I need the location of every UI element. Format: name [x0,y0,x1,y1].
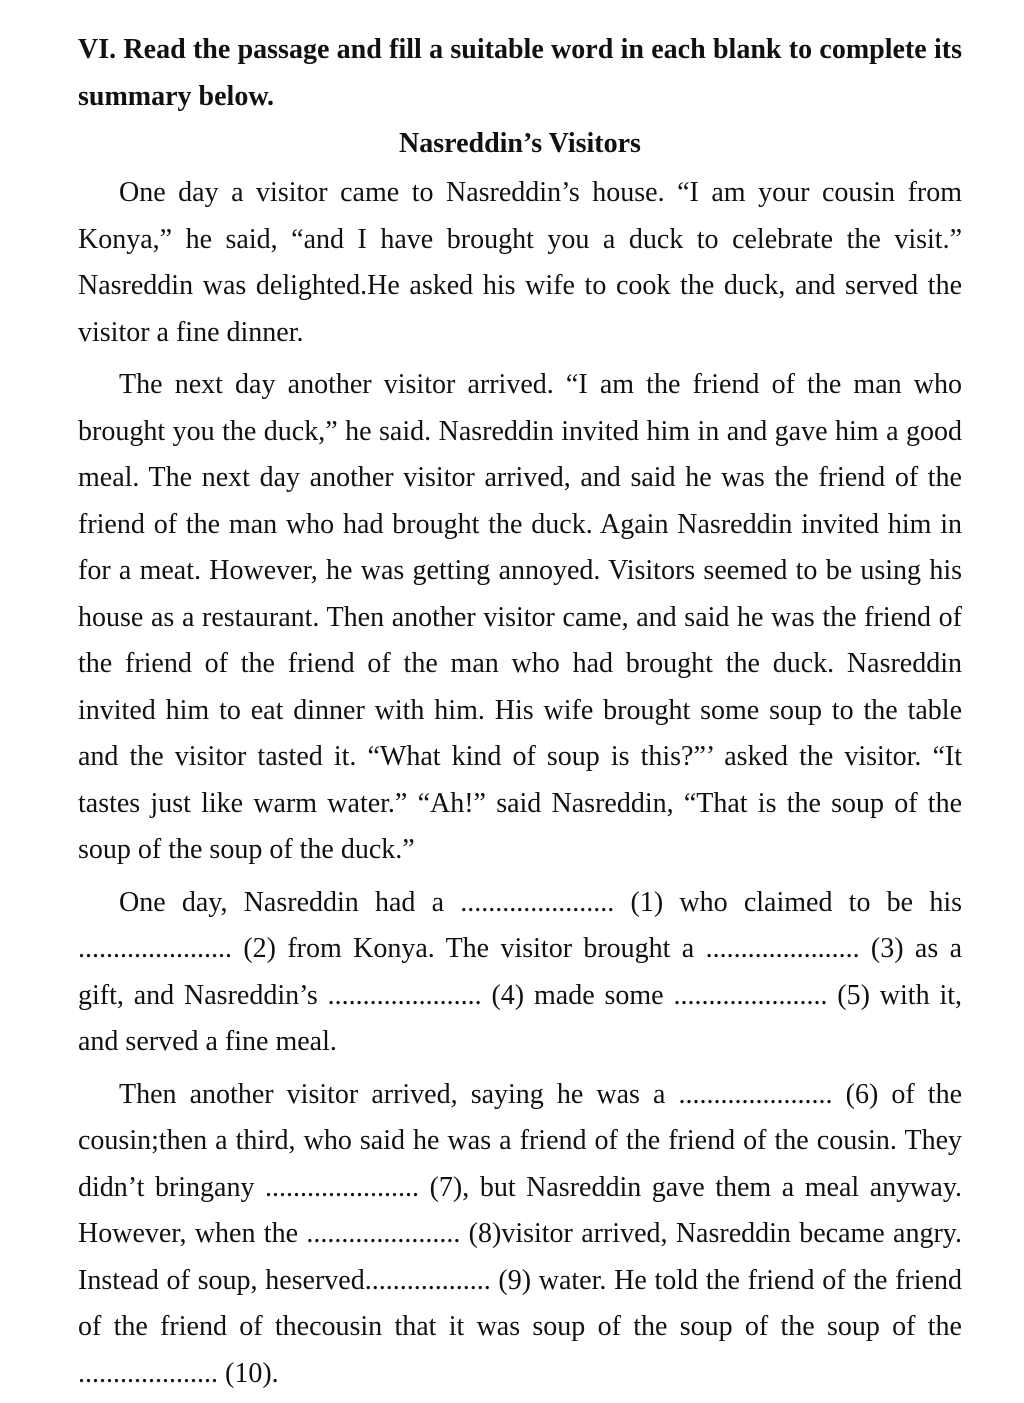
passage-paragraph-2: The next day another visitor arrived. “I am the friend of the man who brought you the duck,” he said. Nasreddin invited him in and gave him a good meal. The next day another visitor arrived, and said he was the friend of the friend of the man who had brought the duck. Again Nasreddin invited him in for a meat. However, he was getting annoyed. Visitors seemed to be using his house as a restaurant. Then another visitor came, and said he was the friend of the friend of the friend of the man who had brought the duck. Nasreddin invited him to eat dinner with him. His wife brought some soup to the table and the visitor tasted it. “What kind of soup is this?”’ asked the visitor. “It tastes just like warm water.” “Ah!” said Nasreddin, “That is the soup of the soup of the soup of the duck.” [78,369,962,865]
passage-paragraph-1: One day a visitor came to Nasreddin’s house. “I am your cousin from Konya,” he said, “and I have brought you a duck to celebrate the visit.” Nasreddin was delighted.He asked his wife to cook the duck, and served the visitor a fine dinner. [78,177,962,348]
worksheet-page [78,26,962,1403]
passage-title: Nasreddin’s Visitors [399,128,641,159]
summary-paragraph-1: One day, Nasreddin had a ...................... (1) who claimed to be his ...................... (2) from Konya. The visitor brought a ...................... (3) as a gift, and Nasreddin’s ...................... (4) made some ...................... (5) with it, and served a fine meal. [78,886,962,1057]
exercise-heading: VI. Read the passage and fill a suitable word in each blank to complete its summary below. [78,34,962,112]
summary-paragraph-2: Then another visitor arrived, saying he was a ...................... (6) of the cousin;then a third, who said he was a friend of the friend of the cousin. They didn’t bringany ...................... (7), but Nasreddin gave them a meal anyway. However, when the ...................... (8)visitor arrived, Nasreddin became angry. Instead of soup, heserved.................. (9) water. He told the friend of the friend of the friend of thecousin that it was soup of the soup of the soup of the .................... (10). [78,1078,962,1389]
